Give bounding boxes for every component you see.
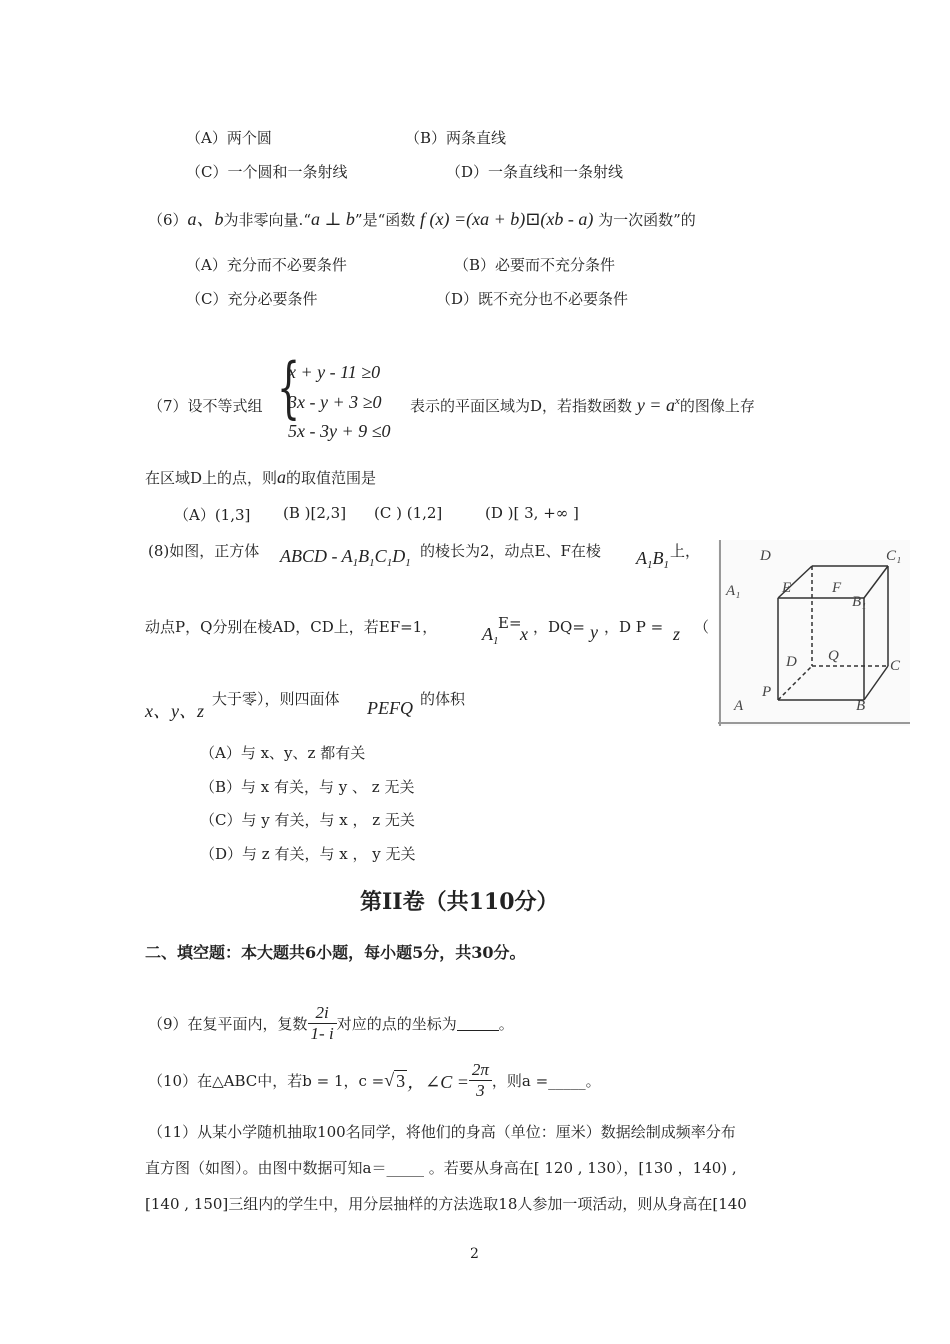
q9: （9）在复平面内，复数 $\frac{2i}{1- i}$ 对应的点的坐标为 。 [148,1003,514,1043]
q5-option-b: （B）两条直线 [405,129,507,147]
q7-inequality-3: 5x - 3y + 9 ≤0 [288,421,391,441]
q8-paren: （ [694,618,710,636]
label-e: E [782,580,792,596]
label-f: F [832,580,842,596]
q7-line2: 在区域D上的点，则a的取值范围是 [145,467,377,487]
q7-option-c: (C ) (1,2] [374,504,443,522]
sqrt-sign: √ [384,1070,395,1090]
q6-stem: （6）a、b为非零向量.“a ⊥ b”是“函数 f (x) =(xa + b)⊡(xb - a) 为一次函数”的 [148,209,696,229]
q8-text1: 的棱长为2，动点E、F在棱 [420,542,601,560]
q8-a1: $A_1$ [482,624,499,647]
q10-fraction: $\frac{2\pi}{3}$ [469,1060,492,1101]
label-d: D [786,654,797,670]
q6-option-b: （B）必要而不充分条件 [454,256,616,274]
q5-option-c: （C）一个圆和一条射线 [186,163,348,181]
q8-dp: ，D P = [604,618,664,636]
q10-answer-blank[interactable]: _____ [548,1071,586,1090]
q5-option-d: （D）一条直线和一条射线 [446,163,624,181]
q8-text3: 大于零），则四面体 [212,690,340,708]
figure-background [718,540,910,726]
label-c: C [890,658,901,674]
q8-text2: 上， [670,542,701,560]
label-b1: B₁ [852,594,867,610]
label-p: P [762,684,772,700]
section-title: 第II卷（共110分） [360,889,559,915]
q7-option-d: (D )[ 3, +∞ ] [485,504,579,522]
q8-lead: (8)如图，正方体 [148,542,260,560]
q7-option-a: （A）(1,3] [174,506,251,524]
label-b: B [856,698,866,714]
q8-line2: 动点P，Q分别在棱AD，CD上，若EF=1， [145,618,438,636]
q8-option-c: （C）与 y 有关，与 x ， z 无关 [200,811,415,829]
section-subtitle: 二、填空题：本大题共6小题，每小题5分，共30分。 [145,943,526,962]
q8-option-b: （B）与 x 有关，与 y 、 z 无关 [200,778,415,796]
label-c1: C₁ [886,548,902,564]
q7-inequality-1: x + y - 11 ≥0 [288,362,381,382]
q6-option-a: （A）充分而不必要条件 [186,256,347,274]
q8-option-d: （D）与 z 有关，与 x ， y 无关 [200,845,416,863]
q9-answer-blank[interactable] [457,1016,499,1031]
q11-line3: [140 , 150]三组内的学生中，用分层抽样的方法选取18人参加一项活动，则从身高在[140 [145,1195,747,1213]
q7-lead: （7）设不等式组 [148,397,263,415]
q8-option-a: （A）与 x、y、z 都有关 [200,744,366,762]
q8-cube-name: ABCD - $A_1B_1C_1D_1$ [280,546,411,569]
q7-text: 表示的平面区域为D，若指数函数 $y = a^x$的图像上存 [410,395,755,415]
q9-fraction: $\frac{2i}{1- i}$ [308,1003,337,1044]
q10: （10）在△ABC中，若b = 1，c = √ 3 ，∠C = $\frac{2\pi}{3}$ ，则a = _____ 。 [148,1060,601,1100]
q11-line1: （11）从某小学随机抽取100名同学，将他们的身高（单位：厘米）数据绘制成频率分布 [148,1123,736,1141]
q7-inequality-2: 3x - y + 3 ≥0 [288,392,382,412]
q5-option-a: （A）两个圆 [186,129,272,147]
q8-z: z [673,624,681,644]
label-a: A [734,698,744,714]
q8-text4: 的体积 [420,690,466,708]
q11-line2: 直方图（如图）。由图中数据可知a＝_____ 。若要从身高在[ 120 , 130），[130 ，140) , [145,1159,737,1177]
q8-e-equals: E= [498,614,522,632]
left-brace: { [277,349,301,426]
label-d1: D [760,548,771,564]
label-a1: A₁ [726,583,741,599]
q11-answer-blank[interactable]: _____ [386,1159,424,1177]
label-q: Q [828,648,839,664]
q8-x: x [520,624,528,644]
q8-edge-a1b1: $A_1B_1$ [636,548,669,571]
q8-dq: ，DQ= [533,618,585,636]
q7-option-b: (B )[2,3] [283,504,347,522]
q6-option-d: （D）既不充分也不必要条件 [436,290,629,308]
q8-pefq: PEFQ [367,698,413,718]
q8-vars: x、y、z [145,701,204,721]
q8-y: y [590,622,598,642]
q6-option-c: （C）充分必要条件 [186,290,318,308]
cube-figure [718,540,910,726]
page-number: 2 [470,1246,479,1262]
